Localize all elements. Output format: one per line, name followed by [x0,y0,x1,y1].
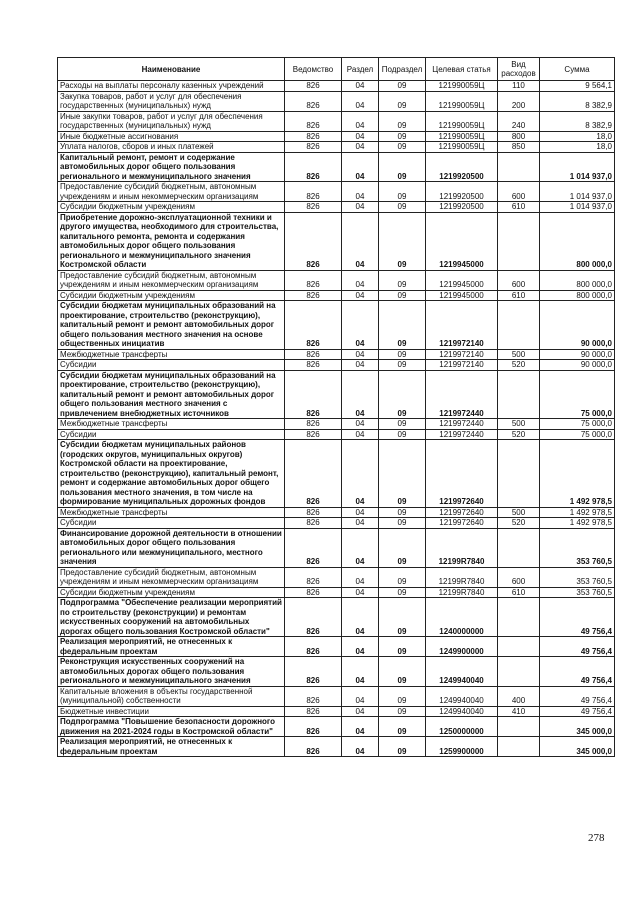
cell-exp-type: 520 [498,429,540,440]
cell-section: 04 [342,290,379,301]
cell-sum: 49 756,4 [540,706,615,717]
cell-subsection: 09 [379,152,426,182]
cell-target: 1249900000 [426,637,498,657]
cell-name: Межбюджетные трансферты [58,349,285,360]
cell-sum: 18,0 [540,131,615,142]
cell-dept: 826 [285,301,342,350]
cell-target: 1219972440 [426,429,498,440]
cell-target: 1240000000 [426,598,498,637]
cell-subsection: 09 [379,440,426,508]
cell-target: 1249940040 [426,686,498,706]
cell-exp-type: 610 [498,290,540,301]
cell-target: 1219945000 [426,290,498,301]
cell-sum: 75 000,0 [540,429,615,440]
cell-sum: 90 000,0 [540,360,615,371]
header-subsection: Подраздел [379,58,426,81]
cell-exp-type: 500 [498,349,540,360]
cell-dept: 826 [285,131,342,142]
cell-section: 04 [342,270,379,290]
cell-exp-type: 600 [498,270,540,290]
cell-section: 04 [342,737,379,757]
cell-exp-type: 110 [498,81,540,92]
table-row [58,686,615,706]
cell-target: 12199R7840 [426,587,498,598]
cell-sum: 75 000,0 [540,370,615,419]
cell-sum: 1 014 937,0 [540,202,615,213]
cell-section: 04 [342,142,379,153]
cell-sum: 49 756,4 [540,598,615,637]
cell-sum: 1 492 978,5 [540,507,615,518]
cell-name: Иные закупки товаров, работ и услуг для обеспечения государственных (муниципальных) нужд [58,111,285,131]
cell-target: 1219972140 [426,349,498,360]
cell-section: 04 [342,657,379,687]
cell-target: 1249940040 [426,706,498,717]
cell-dept: 826 [285,598,342,637]
cell-sum: 90 000,0 [540,301,615,350]
table-row [58,370,615,419]
cell-subsection: 09 [379,737,426,757]
cell-subsection: 09 [379,91,426,111]
cell-sum: 90 000,0 [540,349,615,360]
cell-exp-type [498,657,540,687]
cell-exp-type: 610 [498,587,540,598]
cell-target: 121990059Ц [426,131,498,142]
cell-dept: 826 [285,360,342,371]
table-row [58,270,615,290]
cell-section: 04 [342,528,379,567]
cell-name: Подпрограмма "Обеспечение реализации мероприятий по строительству (реконструкции) и ремонтам искусственных сооружений на автомобильных дорогах общего пользования Костромской области" [58,598,285,637]
cell-sum: 75 000,0 [540,419,615,430]
header-target: Целевая статья [426,58,498,81]
budget-table [57,57,615,757]
cell-subsection: 09 [379,111,426,131]
cell-dept: 826 [285,370,342,419]
cell-target: 121990059Ц [426,111,498,131]
cell-name: Бюджетные инвестиции [58,706,285,717]
cell-sum: 1 492 978,5 [540,440,615,508]
cell-exp-type [498,370,540,419]
cell-name: Финансирование дорожной деятельности в отношении автомобильных дорог общего пользования регионального или межмуниципального, местного значения [58,528,285,567]
cell-section: 04 [342,717,379,737]
cell-dept: 826 [285,152,342,182]
cell-name: Субсидии бюджетам муниципальных районов (городских округов, муниципальных округов) Костромской области на проектирование, строительство (реконструкцию), капитальный ремонт, ремонт и содержание автомобильных дорог общего пользования местного значения, в том числе на формирование муниципальных дорожных фондов [58,440,285,508]
table-row [58,657,615,687]
cell-dept: 826 [285,657,342,687]
cell-sum: 18,0 [540,142,615,153]
cell-section: 04 [342,518,379,529]
cell-exp-type: 410 [498,706,540,717]
table-row [58,637,615,657]
cell-section: 04 [342,598,379,637]
cell-dept: 826 [285,518,342,529]
cell-sum: 800 000,0 [540,290,615,301]
cell-sum: 800 000,0 [540,270,615,290]
cell-subsection: 09 [379,360,426,371]
table-row [58,182,615,202]
table-row [58,81,615,92]
cell-exp-type [498,212,540,270]
table-body [58,81,615,757]
cell-name: Предоставление субсидий бюджетным, автономным учреждениям и иным некоммерческим организациям [58,567,285,587]
cell-dept: 826 [285,349,342,360]
cell-subsection: 09 [379,202,426,213]
cell-name: Субсидии бюджетам муниципальных образований на проектирование, строительство (реконструкцию), капитальный ремонт и ремонт автомобильных дорог общего пользования местного значения на основе общественных инициатив [58,301,285,350]
cell-name: Субсидии бюджетам муниципальных образований на проектирование, строительство (реконструкцию), капитальный ремонт и ремонт автомобильных дорог общего пользования местного значения с привлечением внебюджетных источников [58,370,285,419]
cell-sum: 345 000,0 [540,737,615,757]
cell-exp-type: 240 [498,111,540,131]
table-row [58,301,615,350]
cell-dept: 826 [285,637,342,657]
table-row [58,202,615,213]
cell-subsection: 09 [379,567,426,587]
cell-subsection: 09 [379,706,426,717]
table-row [58,111,615,131]
cell-subsection: 09 [379,598,426,637]
cell-target: 1219972140 [426,360,498,371]
table-row [58,507,615,518]
cell-sum: 8 382,9 [540,91,615,111]
cell-dept: 826 [285,270,342,290]
cell-subsection: 09 [379,419,426,430]
table-header-row [58,58,615,81]
cell-target: 1219972640 [426,440,498,508]
table-row [58,598,615,637]
cell-name: Субсидии [58,518,285,529]
cell-dept: 826 [285,202,342,213]
cell-subsection: 09 [379,518,426,529]
cell-section: 04 [342,152,379,182]
cell-sum: 49 756,4 [540,657,615,687]
cell-target: 1219920500 [426,152,498,182]
cell-section: 04 [342,419,379,430]
cell-target: 1249940040 [426,657,498,687]
table-row [58,717,615,737]
cell-section: 04 [342,360,379,371]
table-row [58,212,615,270]
cell-target: 1219972440 [426,370,498,419]
cell-sum: 800 000,0 [540,212,615,270]
cell-exp-type: 400 [498,686,540,706]
cell-section: 04 [342,637,379,657]
cell-exp-type: 200 [498,91,540,111]
cell-section: 04 [342,182,379,202]
header-section: Раздел [342,58,379,81]
cell-section: 04 [342,349,379,360]
cell-exp-type: 800 [498,131,540,142]
cell-sum: 1 492 978,5 [540,518,615,529]
cell-section: 04 [342,567,379,587]
table-row [58,518,615,529]
cell-section: 04 [342,686,379,706]
cell-subsection: 09 [379,507,426,518]
cell-subsection: 09 [379,212,426,270]
cell-subsection: 09 [379,182,426,202]
cell-section: 04 [342,131,379,142]
cell-exp-type [498,637,540,657]
table-row [58,152,615,182]
cell-subsection: 09 [379,301,426,350]
cell-sum: 345 000,0 [540,717,615,737]
table-row [58,706,615,717]
cell-target: 12199R7840 [426,528,498,567]
table-row [58,131,615,142]
cell-target: 1219920500 [426,202,498,213]
cell-exp-type [498,737,540,757]
cell-name: Капитальные вложения в объекты государственной (муниципальной) собственности [58,686,285,706]
cell-target: 1259900000 [426,737,498,757]
cell-subsection: 09 [379,131,426,142]
cell-name: Предоставление субсидий бюджетным, автономным учреждениям и иным некоммерческим организациям [58,182,285,202]
cell-section: 04 [342,111,379,131]
cell-target: 1219972140 [426,301,498,350]
cell-exp-type [498,717,540,737]
cell-name: Предоставление субсидий бюджетным, автономным учреждениям и иным некоммерческим организациям [58,270,285,290]
cell-name: Реализация мероприятий, не отнесенных к федеральным проектам [58,637,285,657]
cell-name: Капитальный ремонт, ремонт и содержание автомобильных дорог общего пользования регионального и межмуниципального значения [58,152,285,182]
cell-dept: 826 [285,81,342,92]
cell-sum: 49 756,4 [540,637,615,657]
cell-sum: 1 014 937,0 [540,182,615,202]
cell-name: Межбюджетные трансферты [58,507,285,518]
cell-dept: 826 [285,429,342,440]
cell-dept: 826 [285,142,342,153]
cell-target: 1219972640 [426,518,498,529]
table-row [58,91,615,111]
cell-section: 04 [342,706,379,717]
cell-name: Расходы на выплаты персоналу казенных учреждений [58,81,285,92]
table-row [58,290,615,301]
cell-subsection: 09 [379,370,426,419]
cell-dept: 826 [285,528,342,567]
cell-dept: 826 [285,567,342,587]
cell-dept: 826 [285,182,342,202]
cell-dept: 826 [285,507,342,518]
table-row [58,349,615,360]
cell-section: 04 [342,91,379,111]
cell-sum: 353 760,5 [540,567,615,587]
cell-dept: 826 [285,212,342,270]
cell-dept: 826 [285,440,342,508]
cell-exp-type [498,152,540,182]
cell-dept: 826 [285,290,342,301]
cell-exp-type [498,598,540,637]
table-row [58,528,615,567]
cell-subsection: 09 [379,349,426,360]
cell-target: 1219945000 [426,270,498,290]
cell-target: 1219972640 [426,507,498,518]
cell-dept: 826 [285,706,342,717]
cell-sum: 353 760,5 [540,587,615,598]
cell-target: 121990059Ц [426,81,498,92]
cell-target: 121990059Ц [426,91,498,111]
table-row [58,440,615,508]
cell-exp-type: 600 [498,567,540,587]
table-row [58,360,615,371]
cell-name: Подпрограмма "Повышение безопасности дорожного движения на 2021-2024 годы в Костромской области" [58,717,285,737]
cell-name: Уплата налогов, сборов и иных платежей [58,142,285,153]
cell-exp-type: 520 [498,360,540,371]
cell-dept: 826 [285,91,342,111]
cell-subsection: 09 [379,637,426,657]
cell-subsection: 09 [379,657,426,687]
cell-target: 1219972440 [426,419,498,430]
header-exp-type: Вид расходов [498,58,540,81]
cell-exp-type [498,528,540,567]
cell-name: Субсидии бюджетным учреждениям [58,290,285,301]
cell-exp-type [498,440,540,508]
cell-subsection: 09 [379,270,426,290]
cell-exp-type [498,301,540,350]
cell-section: 04 [342,202,379,213]
cell-subsection: 09 [379,81,426,92]
cell-subsection: 09 [379,528,426,567]
cell-sum: 9 564,1 [540,81,615,92]
cell-subsection: 09 [379,142,426,153]
table-row [58,142,615,153]
cell-exp-type: 520 [498,518,540,529]
cell-subsection: 09 [379,686,426,706]
page-number: 278 [588,832,605,844]
cell-sum: 353 760,5 [540,528,615,567]
cell-exp-type: 850 [498,142,540,153]
header-dept: Ведомство [285,58,342,81]
cell-target: 1219945000 [426,212,498,270]
cell-name: Приобретение дорожно-эксплуатационной техники и другого имущества, необходимого для строительства, капитального ремонта, ремонта и содержания автомобильных дорог общего пользования регионального и межмуниципального значения Костромской области [58,212,285,270]
cell-exp-type: 610 [498,202,540,213]
cell-name: Закупка товаров, работ и услуг для обеспечения государственных (муниципальных) нужд [58,91,285,111]
cell-name: Субсидии [58,360,285,371]
table-row [58,429,615,440]
cell-dept: 826 [285,717,342,737]
cell-section: 04 [342,507,379,518]
cell-exp-type: 600 [498,182,540,202]
cell-name: Субсидии [58,429,285,440]
cell-target: 1250000000 [426,717,498,737]
cell-dept: 826 [285,686,342,706]
cell-section: 04 [342,440,379,508]
cell-target: 121990059Ц [426,142,498,153]
cell-target: 1219920500 [426,182,498,202]
table-row [58,419,615,430]
cell-section: 04 [342,370,379,419]
cell-exp-type: 500 [498,419,540,430]
cell-dept: 826 [285,111,342,131]
cell-section: 04 [342,212,379,270]
cell-dept: 826 [285,737,342,757]
cell-sum: 49 756,4 [540,686,615,706]
cell-dept: 826 [285,587,342,598]
cell-exp-type: 500 [498,507,540,518]
header-name: Наименование [58,58,285,81]
cell-name: Межбюджетные трансферты [58,419,285,430]
table-row [58,737,615,757]
cell-name: Иные бюджетные ассигнования [58,131,285,142]
cell-section: 04 [342,301,379,350]
table-row [58,567,615,587]
cell-subsection: 09 [379,587,426,598]
cell-subsection: 09 [379,717,426,737]
cell-subsection: 09 [379,290,426,301]
cell-sum: 1 014 937,0 [540,152,615,182]
cell-section: 04 [342,81,379,92]
table-row [58,587,615,598]
cell-section: 04 [342,587,379,598]
cell-sum: 8 382,9 [540,111,615,131]
cell-name: Субсидии бюджетным учреждениям [58,587,285,598]
cell-name: Реализация мероприятий, не отнесенных к федеральным проектам [58,737,285,757]
header-sum: Сумма [540,58,615,81]
cell-dept: 826 [285,419,342,430]
cell-name: Субсидии бюджетным учреждениям [58,202,285,213]
cell-target: 12199R7840 [426,567,498,587]
cell-section: 04 [342,429,379,440]
cell-subsection: 09 [379,429,426,440]
cell-name: Реконструкция искусственных сооружений на автомобильных дорогах общего пользования регионального и межмуниципального значения [58,657,285,687]
